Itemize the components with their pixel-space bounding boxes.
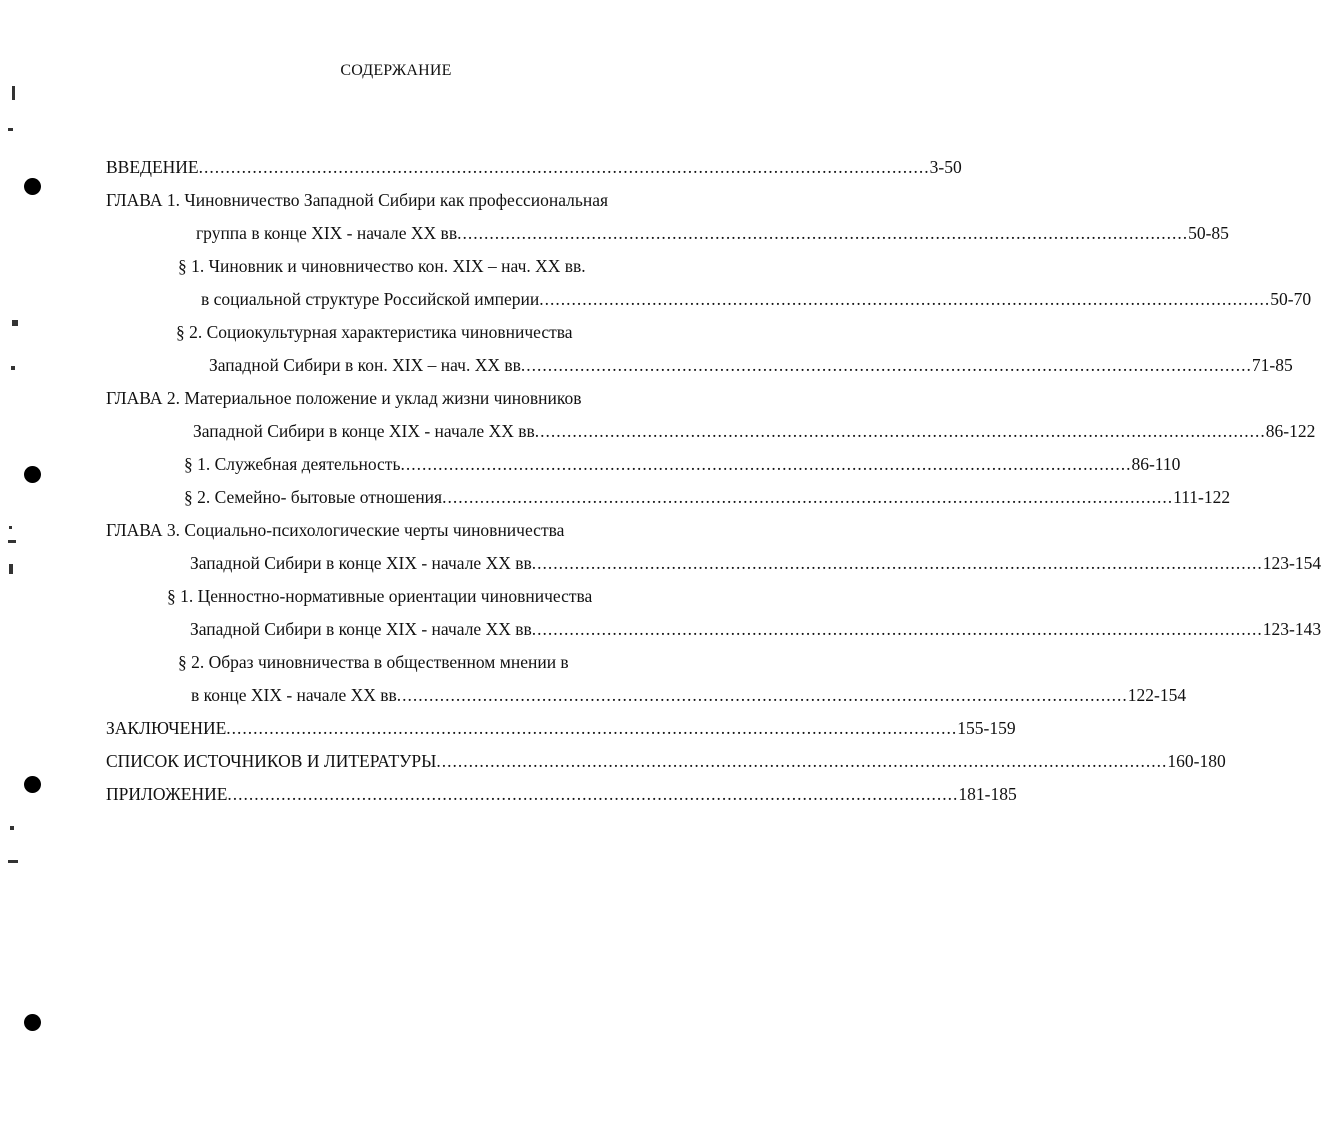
dot-leader: ........................................................................................................................................ (534, 421, 1266, 441)
scan-speck (11, 366, 15, 370)
scan-speck (8, 128, 13, 131)
binder-hole (24, 466, 41, 483)
dot-leader: ........................................................................................................................................ (226, 718, 958, 738)
toc-entry-title: ВВЕДЕНИЕ (106, 157, 199, 177)
dot-leader: ........................................................................................................................................ (436, 751, 1168, 771)
dot-leader: ........................................................................................................................................ (227, 784, 959, 804)
scan-speck (8, 860, 18, 863)
toc-entry-title: ЗАКЛЮЧЕНИЕ (106, 718, 227, 738)
toc-entry-bibliography[interactable] (106, 748, 1226, 774)
toc-entry-title: Западной Сибири в конце XIX - начале XX вв (193, 421, 535, 441)
toc-entry-title: СПИСОК ИСТОЧНИКОВ И ЛИТЕРАТУРЫ (106, 751, 437, 771)
toc-entry-appendix[interactable] (106, 781, 1017, 807)
toc-entry-title: в социальной структуре Российской империи (201, 289, 540, 309)
toc-entry-section-2-1[interactable] (184, 451, 1181, 477)
dot-leader: ........................................................................................................................................ (442, 487, 1174, 507)
toc-entry-pages: 3-50 (929, 157, 962, 177)
dot-leader: ........................................................................................................................................ (531, 553, 1263, 573)
toc-entry-section-3-2[interactable]: § 2. Образ чиновничества в общественном мнении в (178, 652, 569, 672)
toc-entry-pages: 50-70 (1270, 289, 1312, 309)
toc-entry-chapter-2-cont[interactable] (193, 418, 1316, 444)
binder-hole (24, 1014, 41, 1031)
dot-leader: ........................................................................................................................................ (520, 355, 1252, 375)
toc-entry-pages: 122-154 (1127, 685, 1187, 705)
scan-speck (8, 540, 16, 543)
dot-leader: ........................................................................................................................................ (198, 157, 930, 177)
dot-leader: ........................................................................................................................................ (396, 685, 1128, 705)
toc-entry-pages: 111-122 (1173, 487, 1231, 507)
toc-entry-pages: 86-122 (1265, 421, 1316, 441)
toc-entry-chapter-3-cont[interactable] (190, 550, 1321, 576)
toc-entry-title: ПРИЛОЖЕНИЕ (106, 784, 228, 804)
toc-entry-conclusion[interactable] (106, 715, 1016, 741)
toc-entry-section-1-1[interactable]: § 1. Чиновник и чиновничество кон. XIX – нач. XX вв. (178, 256, 586, 276)
page-title: СОДЕРЖАНИЕ (340, 62, 452, 79)
scan-speck (9, 564, 13, 574)
toc-entry-section-3-1-cont[interactable] (190, 616, 1321, 642)
scan-speck (10, 826, 14, 830)
binder-hole (24, 178, 41, 195)
toc-entry-section-1-2[interactable]: § 2. Социокультурная характеристика чиновничества (176, 322, 573, 342)
toc-entry-pages: 86-110 (1131, 454, 1181, 474)
toc-entry-pages: 123-154 (1262, 553, 1321, 573)
binder-hole (24, 776, 41, 793)
toc-entry-section-3-1[interactable]: § 1. Ценностно-нормативные ориентации чиновничества (167, 586, 593, 606)
toc-entry-section-1-1-cont[interactable] (201, 286, 1312, 312)
scan-speck (12, 86, 15, 100)
toc-entry-title: § 2. Семейно- бытовые отношения (184, 487, 443, 507)
toc-entry-title: Западной Сибири в конце XIX - начале XX вв (190, 553, 532, 573)
toc-entry-title: группа в конце XIX - начале XX вв (196, 223, 458, 243)
toc-entry-chapter-1-cont[interactable] (196, 220, 1229, 246)
scan-speck (12, 320, 18, 326)
dot-leader: ........................................................................................................................................ (400, 454, 1132, 474)
toc-entry-pages: 71-85 (1251, 355, 1293, 375)
dot-leader: ........................................................................................................................................ (457, 223, 1189, 243)
toc-entry-pages: 123-143 (1262, 619, 1321, 639)
toc-entry-chapter-2[interactable]: ГЛАВА 2. Материальное положение и уклад жизни чиновников (106, 388, 582, 408)
dot-leader: ........................................................................................................................................ (539, 289, 1271, 309)
toc-entry-title: Западной Сибири в конце XIX - начале XX вв (190, 619, 532, 639)
toc-entry-chapter-3[interactable]: ГЛАВА 3. Социально-психологические черты чиновничества (106, 520, 565, 540)
toc-entry-section-2-2[interactable] (184, 484, 1231, 510)
toc-entry-title: § 1. Служебная деятельность (184, 454, 401, 474)
toc-entry-title: Западной Сибири в кон. XIX – нач. XX вв (209, 355, 521, 375)
toc-entry-pages: 155-159 (957, 718, 1016, 738)
toc-entry-introduction[interactable] (106, 154, 962, 180)
toc-entry-section-3-2-cont[interactable] (191, 682, 1187, 708)
scan-speck (9, 526, 12, 529)
toc-entry-title: в конце XIX - начале XX вв (191, 685, 397, 705)
dot-leader: ........................................................................................................................................ (531, 619, 1263, 639)
toc-entry-pages: 181-185 (958, 784, 1017, 804)
toc-entry-section-1-2-cont[interactable] (209, 352, 1293, 378)
toc-entry-pages: 160-180 (1167, 751, 1226, 771)
toc-entry-chapter-1[interactable]: ГЛАВА 1. Чиновничество Западной Сибири как профессиональная (106, 190, 609, 210)
toc-entry-pages: 50-85 (1188, 223, 1229, 243)
